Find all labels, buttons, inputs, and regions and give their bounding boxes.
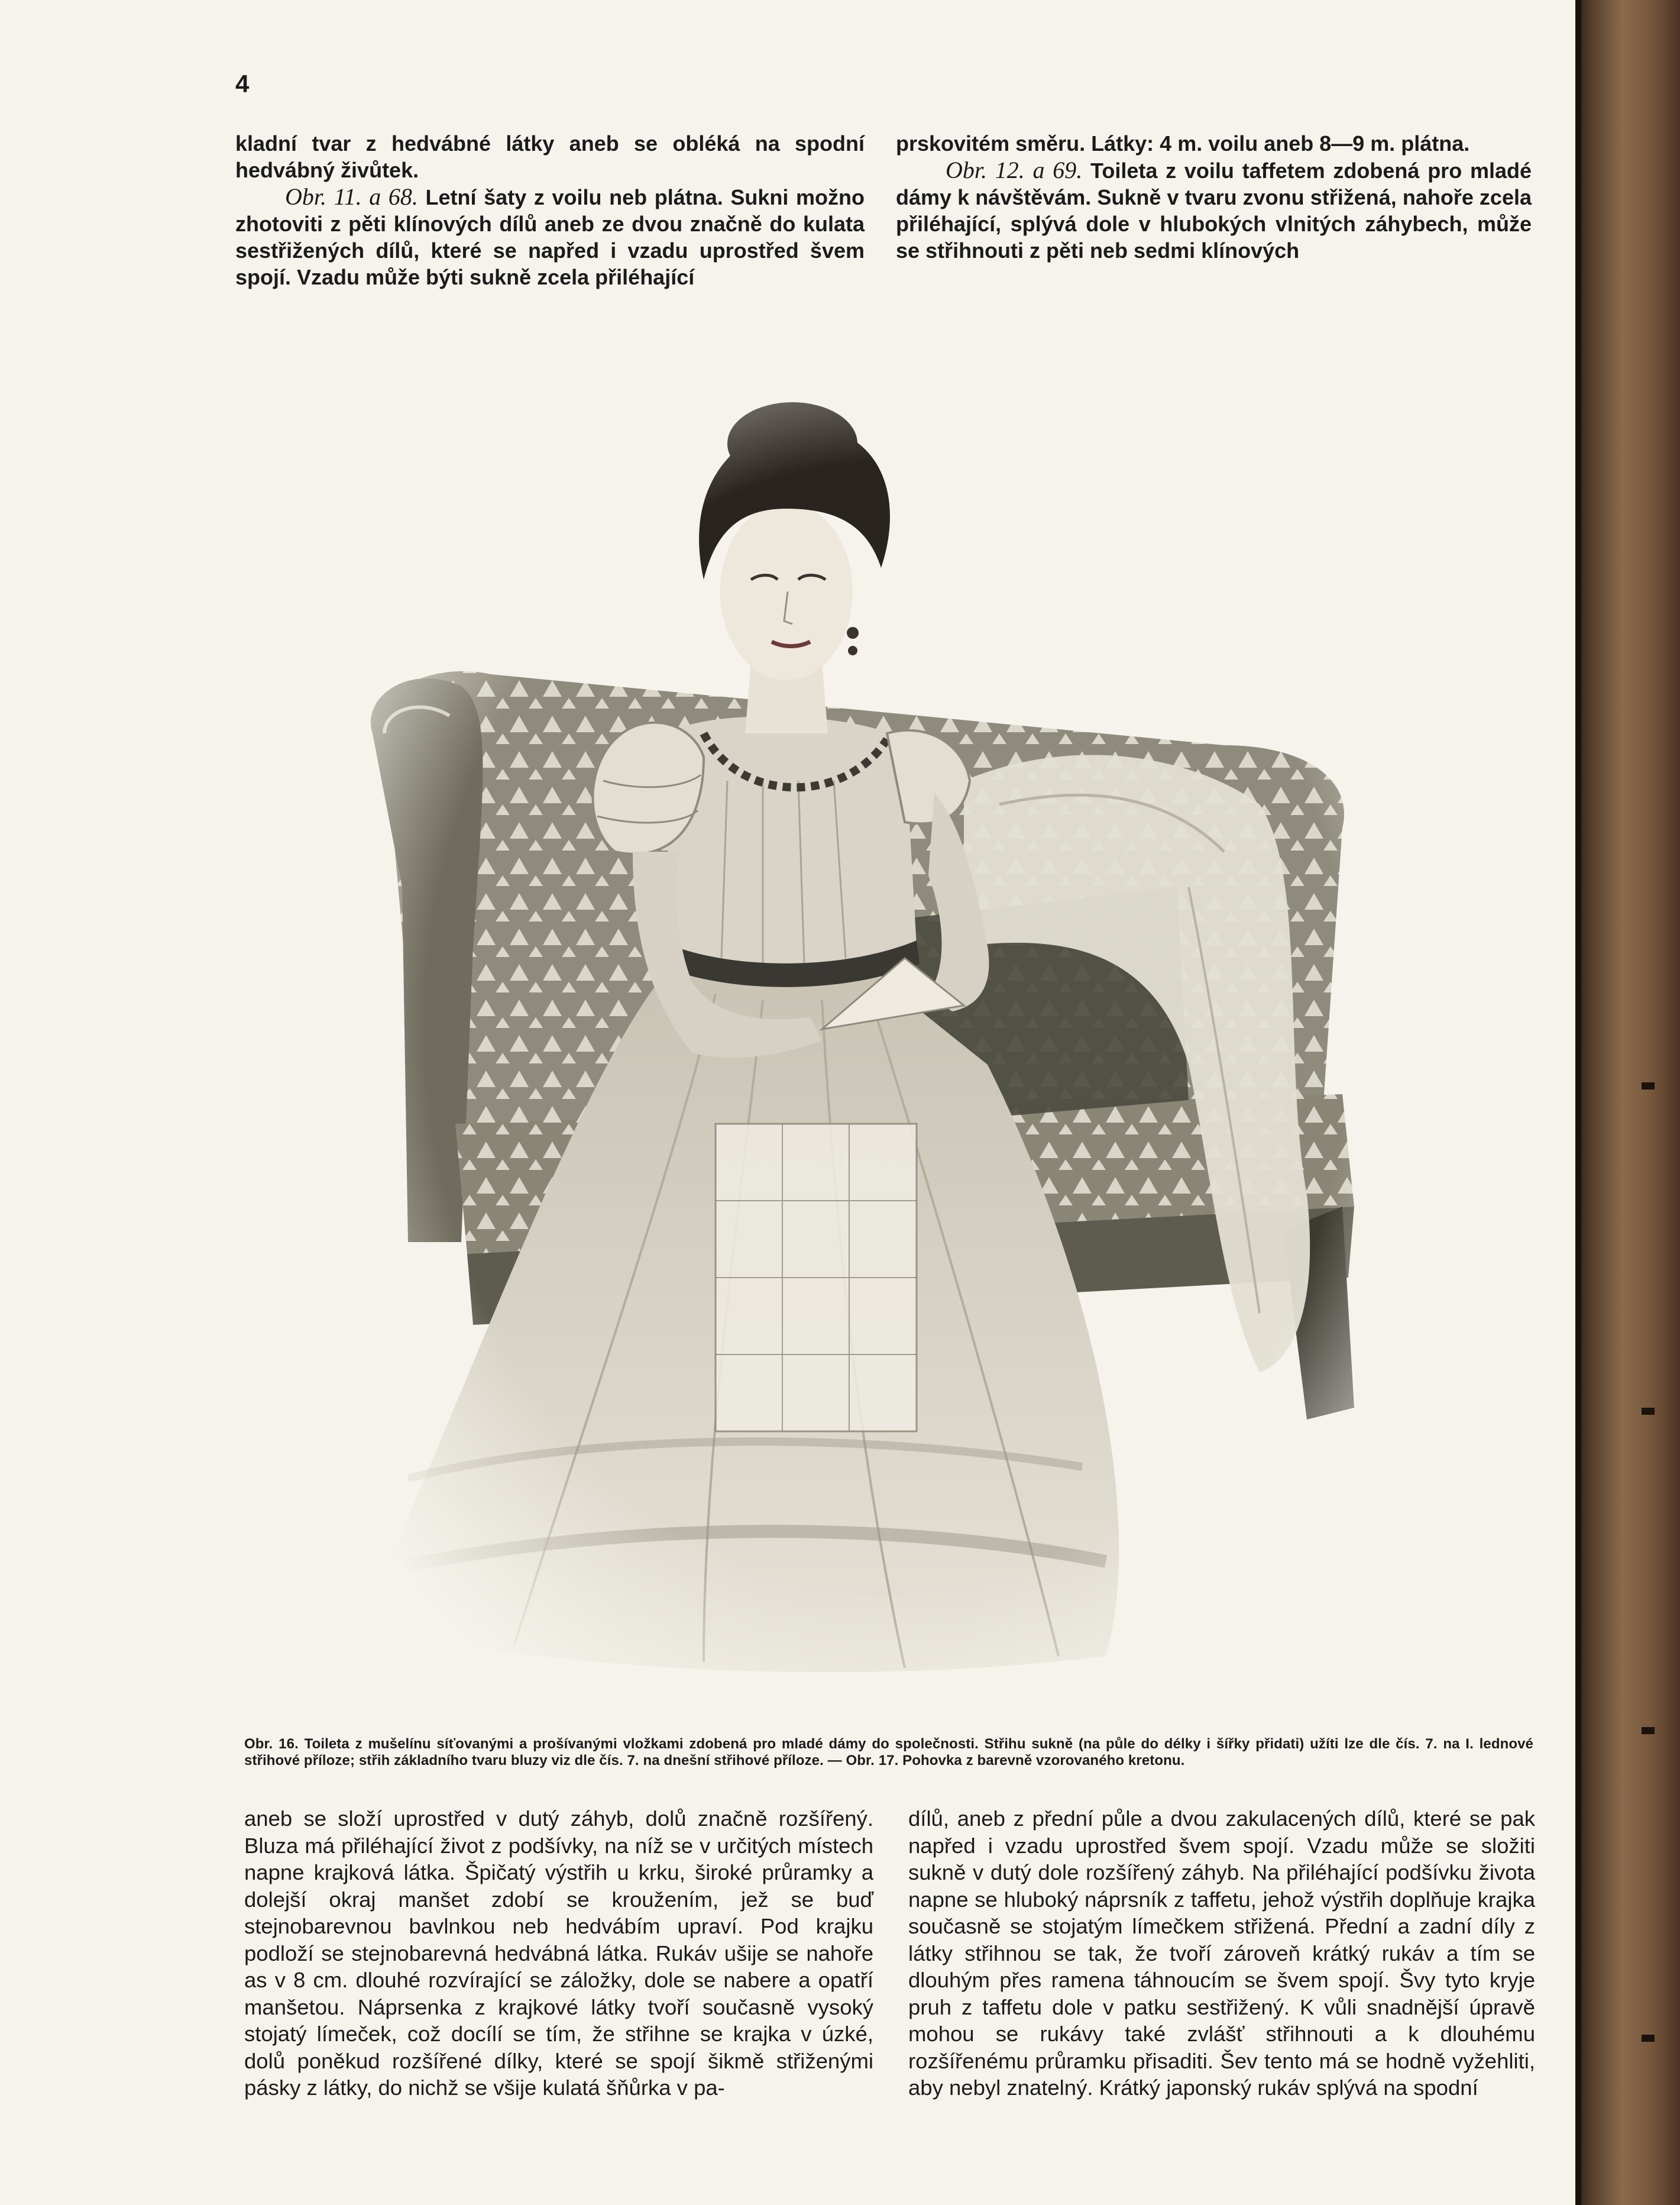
- figure-reference: Obr. 11. a 68.: [285, 183, 418, 210]
- seated-lady-icon: [337, 355, 1437, 1698]
- paragraph: prskovitém směru. Látky: 4 m. voilu aneb 8—9 m. plátna.: [896, 131, 1470, 156]
- paragraph: kladní tvar z hedvábné látky aneb se obléká na spodní hedvábný živůtek.: [235, 131, 865, 182]
- paragraph-text: Toileta z voilu taffetem zdobená pro mladé dámy k návštěvám. Sukně v tvaru zvonu střižená, nahoře zcela přiléhající, splývá dole v hlubokých vlnitých záhybech, může se střihnouti z pěti neb sedmi klínových: [896, 159, 1532, 263]
- paragraph-text: Letní šaty z voilu neb plátna. Sukni možno zhotoviti z pěti klínových dílů aneb ze dvou značně do kulata sestřižených dílů, které se napřed i vzadu uprostřed švem spojí. Vzadu může býti sukně zcela přiléhající: [235, 185, 865, 289]
- binding-mark: [1642, 1727, 1655, 1734]
- page-number: 4: [235, 70, 250, 98]
- binding-mark: [1642, 1082, 1655, 1089]
- column-bottom-left: [244, 1805, 873, 2101]
- binding-mark: [1642, 1408, 1655, 1415]
- figure-reference: Obr. 12. a 69.: [946, 157, 1083, 183]
- spine-edge: [1575, 0, 1581, 2205]
- paragraph: aneb se složí uprostřed v dutý záhyb, dolů značně rozšířený. Bluza má přiléhající život z podšívky, na níž se v určitých místech napne krajková látka. Špičatý výstřih u krku, široké průramky a dolejší okraj manšet zdobí se kroužením, jež se buď stejnobarevnou bavlnkou neb hedvábím upraví. Pod krajku podloží se stejnobarevná hedvábná látka. Rukáv ušije se nahoře as v 8 cm. dlouhé rozvírající se záložky, dole se nabere a opatří manšetou. Náprsenka z krajkové látky tvoří současně vysoký stojatý límeček, což docílí se tím, že střihne se krajka v úzké, dolů poněkud rozšířené dílky, které se spojí šikmě střiženými pásky z látky, do nichž se všije kulatá šňůrka v pa-: [244, 1806, 873, 2100]
- binding-mark: [1642, 2035, 1655, 2042]
- paragraph: [235, 183, 865, 290]
- paragraph: [896, 157, 1532, 264]
- book-spine: [1575, 0, 1680, 2205]
- column-top-right: [896, 130, 1532, 264]
- figure-caption: Obr. 16. Toileta z mušelínu síťovanými a prošívanými vložkami zdobená pro mladé dámy do společnosti. Střihu sukně (na půle do délky i šířky přidati) užíti lze dle čís. 7. na I. lednové střihové příloze; střih základního tvaru bluzy viz dle čís. 7. na dnešní střihové příloze. — Obr. 17. Pohovka z barevně vzorovaného kretonu.: [244, 1736, 1533, 1768]
- column-top-left: [235, 130, 865, 290]
- paragraph: dílů, aneb z přední půle a dvou zakulacených dílů, které se pak napřed i vzadu uprostřed švem spojí. Vzadu může se složiti sukně v dutý dole rozšířený záhyb. Na přiléhající podšívku života napne se hluboký náprsník z taffetu, jehož výstřih doplňuje krajka současně se stojatým límečkem střižená. Přední a zadní díly z látky střihnou se tak, že tvoří zároveň krátký rukáv a tím se dlouhým přes ramena táhnoucím se švem spojí. Švy tyto kryje pruh z taffetu dole v patku sestřižený. K vůli snadnější úpravě mohou se rukávy také zvlášť střihnouti a k dlouhému rozšířenému průramku přisaditi. Šev tento má se hodně vyžehliti, aby nebyl znatelný. Krátký japonský rukáv splývá na spodní: [908, 1806, 1535, 2100]
- column-bottom-right: [908, 1805, 1535, 2101]
- fashion-illustration: [337, 355, 1437, 1698]
